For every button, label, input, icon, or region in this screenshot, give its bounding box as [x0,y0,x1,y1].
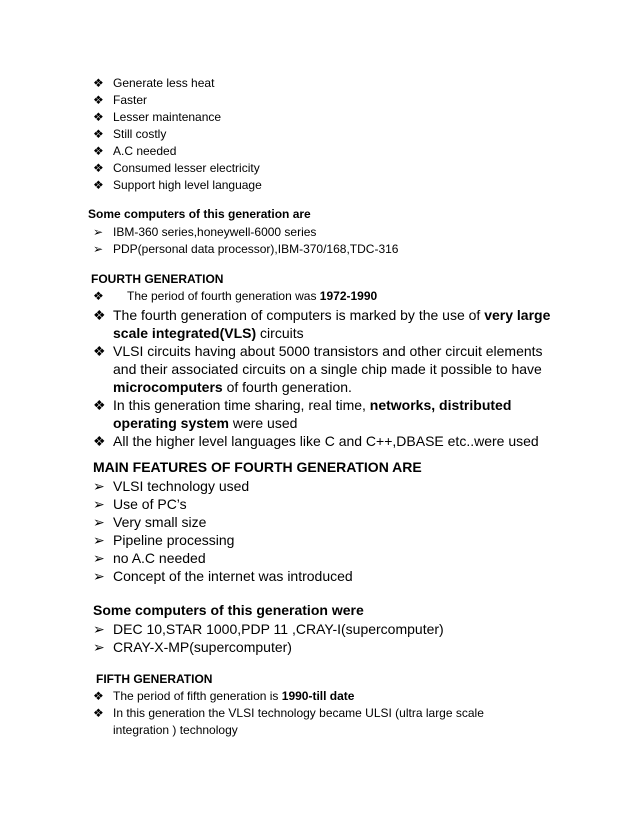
list-item-text: IBM-360 series,honeywell-6000 series [113,225,317,239]
list-item-tail: of fourth generation. [222,379,352,395]
third-gen-computers-list [93,224,513,258]
list-item-text: no A.C needed [113,550,206,566]
diamond-bullet-icon: ❖ [93,289,104,303]
diamond-bullet-icon: ❖ [93,178,104,192]
period-dates: 1972-1990 [319,289,378,303]
arrow-bullet-icon: ➢ [93,242,104,256]
fourth-gen-period-list [93,288,543,305]
list-item-tail: were used [228,415,298,431]
diamond-bullet-icon: ❖ [93,93,104,107]
list-item [93,241,513,258]
list-item [93,477,493,495]
diamond-bullet-icon: ❖ [93,76,104,90]
diamond-bullet-icon: ❖ [93,110,104,124]
list-item [93,620,533,638]
list-item-bold: microcomputers [113,379,223,395]
list-item-text: PDP(personal data processor),IBM-370/168,TDC-316 [113,242,399,256]
diamond-bullet-icon: ❖ [93,144,104,158]
list-item [93,396,568,432]
arrow-bullet-icon: ➢ [93,225,104,239]
list-item-bold: very large scale integrated(VLS) [113,307,551,341]
list-item [93,531,493,549]
fifth-gen-list [93,688,543,739]
list-item-text: VLSI technology used [113,478,250,494]
list-item [93,75,493,92]
period-text: The period of fourth generation was [127,289,320,303]
list-item-text: Still costly [113,127,167,141]
list-item [93,549,493,567]
list-item [93,513,493,531]
third-gen-features-list [93,75,493,194]
arrow-bullet-icon: ➢ [93,514,105,530]
diamond-bullet-icon: ❖ [93,397,106,413]
list-item [93,638,533,656]
list-item-text: Concept of the internet was introduced [113,568,353,584]
list-item-text: In this generation time sharing, real time, [113,397,370,413]
diamond-bullet-icon: ❖ [93,343,106,359]
main-features-heading: MAIN FEATURES OF FOURTH GENERATION ARE [93,459,422,475]
list-item [93,432,568,450]
list-item [93,177,493,194]
list-item [93,109,493,126]
list-item-text: The fourth generation of computers is marked by the use of [113,307,485,323]
list-item-text: Generate less heat [113,76,215,90]
fourth-gen-heading: FOURTH GENERATION [91,272,224,286]
arrow-bullet-icon: ➢ [93,550,105,566]
list-item-text: A.C needed [113,144,177,158]
list-item [93,92,493,109]
list-item [93,306,568,342]
main-features-list [93,477,493,585]
list-item-bold: networks, distributed operating system [113,397,512,431]
list-item-text: VLSI circuits having about 5000 transistors and other circuit elements and their associated circuits on a single chip made it possible to have [113,343,543,377]
fourth-gen-details-list [93,306,568,450]
list-item-text: Support high level language [113,178,262,192]
list-item [93,495,493,513]
fourth-gen-computers-heading: Some computers of this generation were [93,602,364,618]
list-item-text: Faster [113,93,148,107]
diamond-bullet-icon: ❖ [93,307,106,323]
list-item [93,160,493,177]
list-item-text: CRAY-X-MP(supercomputer) [113,639,292,655]
list-item [93,288,543,305]
list-item-text: In this generation the VLSI technology became ULSI (ultra large scale integration ) technology [113,706,484,737]
list-item-text: Pipeline processing [113,532,235,548]
diamond-bullet-icon: ❖ [93,706,104,720]
list-item [93,143,493,160]
period-text: The period of fifth generation is [113,689,282,703]
arrow-bullet-icon: ➢ [93,639,105,655]
fourth-gen-computers-list [93,620,533,656]
list-item-text: DEC 10,STAR 1000,PDP 11 ,CRAY-I(supercomputer) [113,621,444,637]
list-item-text: All the higher level languages like C and C++,DBASE etc..were used [113,433,539,449]
list-item [93,567,493,585]
diamond-bullet-icon: ❖ [93,433,106,449]
period-dates: 1990-till date [281,689,355,703]
list-item-text: Consumed lesser electricity [113,161,260,175]
list-item [93,224,513,241]
arrow-bullet-icon: ➢ [93,478,105,494]
arrow-bullet-icon: ➢ [93,621,105,637]
diamond-bullet-icon: ❖ [93,689,104,703]
list-item [93,705,543,739]
arrow-bullet-icon: ➢ [93,496,105,512]
arrow-bullet-icon: ➢ [93,568,105,584]
third-gen-computers-heading: Some computers of this generation are [88,207,311,221]
diamond-bullet-icon: ❖ [93,127,104,141]
list-item-tail: circuits [256,325,304,341]
list-item [93,688,543,705]
diamond-bullet-icon: ❖ [93,161,104,175]
list-item [93,342,568,396]
arrow-bullet-icon: ➢ [93,532,105,548]
fifth-gen-heading: FIFTH GENERATION [96,672,213,686]
list-item-text: Lesser maintenance [113,110,222,124]
list-item-text: Very small size [113,514,207,530]
list-item [93,126,493,143]
list-item-text: Use of PC’s [113,496,187,512]
